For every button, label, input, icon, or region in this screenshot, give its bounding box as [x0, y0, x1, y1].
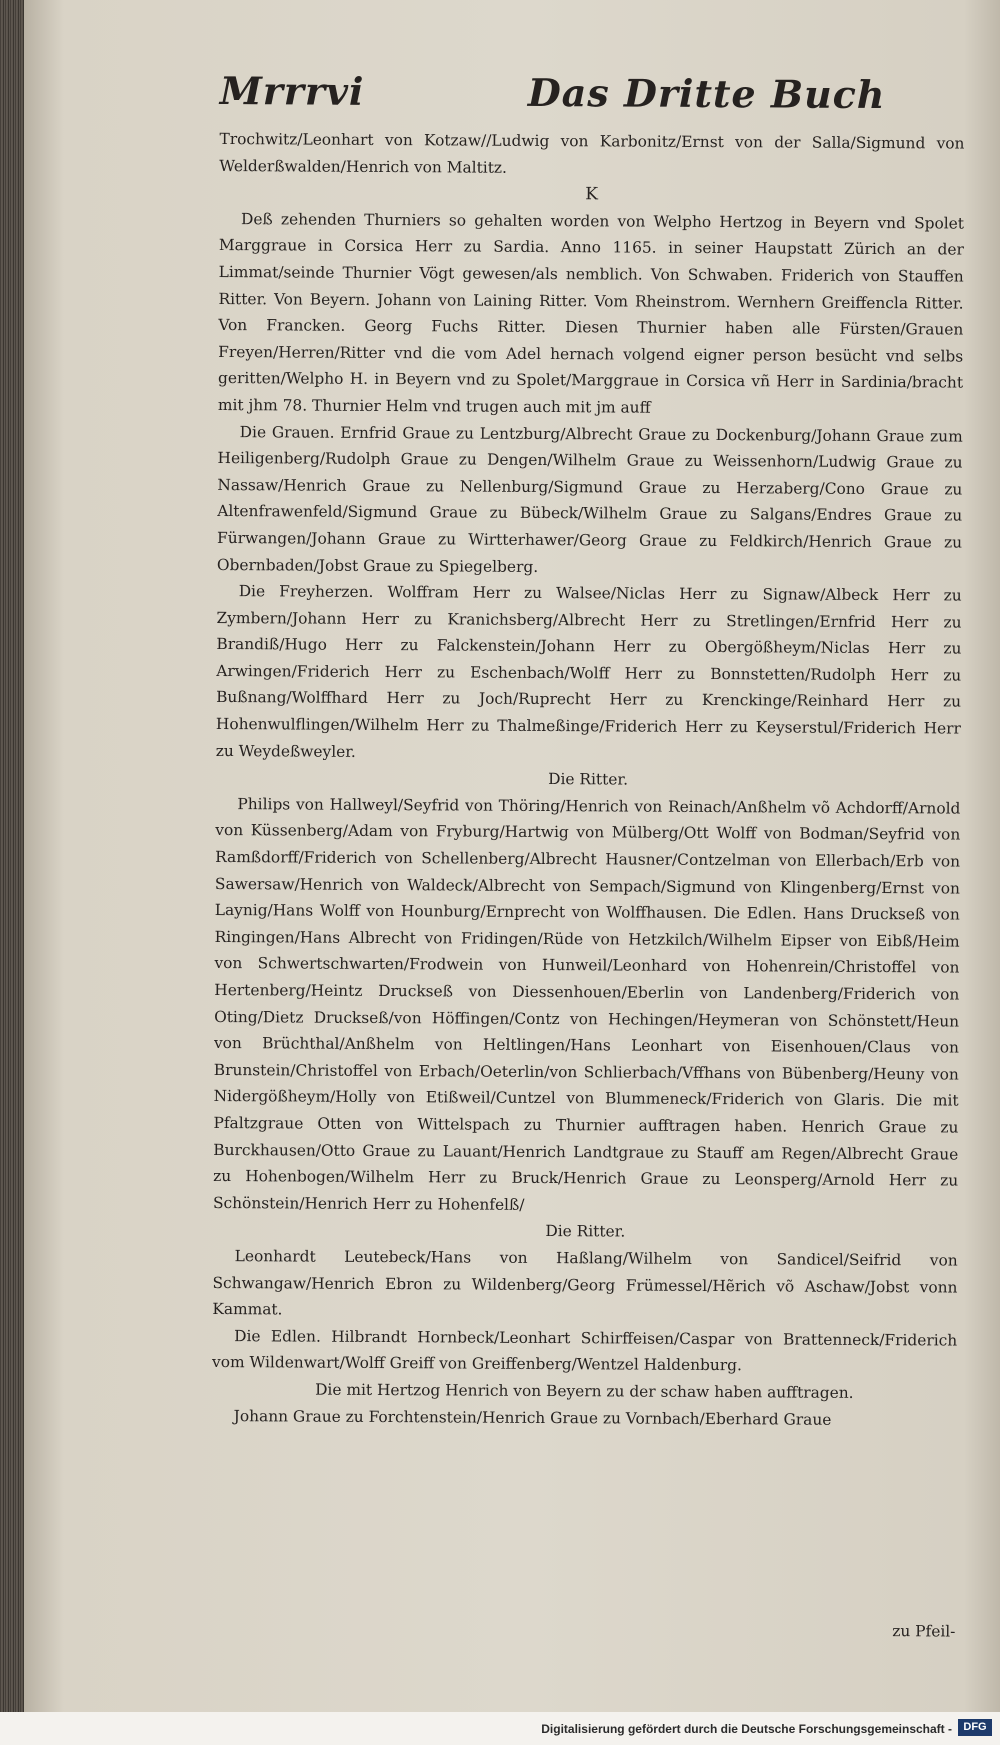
dfg-logo: DFG	[958, 1719, 992, 1736]
paragraph: Philips von Hallweyl/Seyfrid von Thöring/Henrich von Reinach/Anßhelm võ Achdorff/Arnold von Küssenberg/Adam von Fryburg/Hartwig von Mülberg/Ott Wolff von Bodman/Seyfrid von Ramßdorff/Friderich von Schellenberg/Albrecht Hausner/Contzelman von Ellerbach/Erb von Sawersaw/Henrich von Waldeck/Albrecht von Sempach/Sigmund von Klingenberg/Ernst von Laynig/Hans Wolff von Hounburg/Ernprecht von Wolffhausen. Die Edlen. Hans Druckseß von Ringingen/Hans Albrecht von Fridingen/Rüde von Hetzkilch/Wilhelm Eipser von Eibß/Heim von Schwertschwarten/Frodwein von Hunweil/Leonhard von Hohenrein/Christoffel von Hertenberg/Heintz Druckseß von Diessenhouen/Eberlin von Landenberg/Friderich von Oting/Dietz Druckseß/von Höffingen/Contz von Hechingen/Heymeran von Schönstett/Heun von Brüchthal/Anßhelm von Heltlingen/Hans Leonhart von Eisenhouen/Claus von Brunstein/Christoffel von Erbach/Oeterlin/von Schlierbach/Vffhans von Bübenberg/Heuny von Nidergößheym/Holly von Etißweil/Cuntzel von Blummeneck/Friderich von Glaris. Die mit Pfaltzgraue Otten von Wittelspach zu Thurnier aufftragen haben. Henrich Graue zu Burckhausen/Otto Graue zu Lauant/Henrich Landtgraue zu Stauff am Regen/Albrecht Graue zu Hohenbogen/Wilhelm Herr zu Bruck/Henrich Graue zu Leonsperg/Arnold Herr zu Schönstein/Henrich Herr zu Hohenfelß/	[212, 794, 961, 1214]
paragraph: Die Freyherzen. Wolffram Herr zu Walsee/Niclas Herr zu Signaw/Albeck Herr zu Zymbern/Johann Herr zu Kranichsberg/Albrecht Herr zu Stretlingen/Ernfrid Herr zu Brandiß/Hugo Herr zu Falckenstein/Johann Herr zu Obergößheym/Niclas Herr zu Arwingen/Friderich Herr zu Eschenbach/Wolff Herr zu Bonnstetten/Rudolph Herr zu Bußnang/Wolffhard Herr zu Joch/Ruprecht Herr zu Krenckinge/Reinhard Herr zu Hohenwulflingen/Wilhelm Herr zu Thalmeßinge/Friderich Herr zu Keyserstul/Friderich Herr zu Weydeßweyler.	[215, 582, 962, 761]
book-page	[24, 0, 1000, 1712]
signature-mark: K	[585, 184, 599, 205]
folio-number: Mrrrvi	[219, 67, 365, 114]
paragraph: Die Grauen. Ernfrid Graue zu Lentzburg/Albrecht Graue zu Dockenburg/Johann Graue zum Heiligenberg/Rudolph Graue zu Dengen/Wilhelm Graue zu Weissenhorn/Ludwig Graue zu Nassaw/Henrich Graue zu Nellenburg/Sigmund Graue zu Herzaberg/Cono Graue zu Altenfrawenfeld/Sigmund Graue zu Bübeck/Wilhelm Graue zu Salgans/Endres Graue zu Fürwangen/Johann Graue zu Wirtterhawer/Georg Graue zu Feldkirch/Henrich Graue zu Obernbaden/Jobst Graue zu Spiegelberg.	[216, 422, 963, 576]
section-heading: Die Ritter.	[548, 770, 629, 789]
paragraph: Deß zehenden Thurniers so gehalten worden von Welpho Hertzog in Beyern vnd Spolet Marggraue in Corsica Herr zu Sardia. Anno 1165. in seiner Haupstatt Zürich an der Limmat/seinde Thurnier Vögt gewesen/als nemblich. Von Schwaben. Friderich von Stauffen Ritter. Von Beyern. Johann von Laining Ritter. Vom Rheinstrom. Wernhern Greiffencla Ritter. Von Francken. Georg Fuchs Ritter. Diesen Thurnier haben alle Fürsten/Grauen Freyen/Herren/Ritter vnd die vom Adel hernach volgend eigner person besücht vnd selbs geritten/Welpho H. in Beyern vnd zu Spolet/Marggraue in Corsica vñ Herr in Sardinia/bracht mit jhm 78. Thurnier Helm vnd trugen auch mit jm auff	[217, 209, 965, 417]
page-content	[210, 58, 965, 1653]
section-heading: Die mit Hertzog Henrich von Beyern zu der schaw haben aufftragen.	[315, 1380, 854, 1402]
page-header	[220, 58, 965, 133]
paragraph: Johann Graue zu Forchtenstein/Henrich Graue zu Vornbach/Eberhard Graue	[233, 1406, 832, 1429]
body-text	[212, 126, 965, 1434]
section-heading: Die Ritter.	[545, 1222, 626, 1241]
paragraph: Die Edlen. Hilbrandt Hornbeck/Leonhart Schirffeisen/Caspar von Brattenneck/Friderich vom Wildenwart/Wolff Greiff von Greiffenberg/Wentzel Haldenburg.	[211, 1326, 958, 1375]
paragraph: Leonhardt Leutebeck/Hans von Haßlang/Wilhelm von Sandicel/Seifrid von Schwangaw/Henrich Ebron zu Wildenberg/Georg Frümessel/Hẽrich võ Aschaw/Jobst vonn Kammat.	[212, 1247, 958, 1319]
footer-credit: Digitalisierung gefördert durch die Deutsche Forschungsgemeinschaft -	[541, 1722, 952, 1736]
running-title: Das Dritte Buch	[527, 69, 886, 118]
paragraph: Trochwitz/Leonhart von Kotzaw//Ludwig von Karbonitz/Ernst von der Salla/Sigmund von Welderßwalden/Henrich von Maltitz.	[219, 129, 965, 177]
catchword: zu Pfeil-	[892, 1622, 956, 1641]
